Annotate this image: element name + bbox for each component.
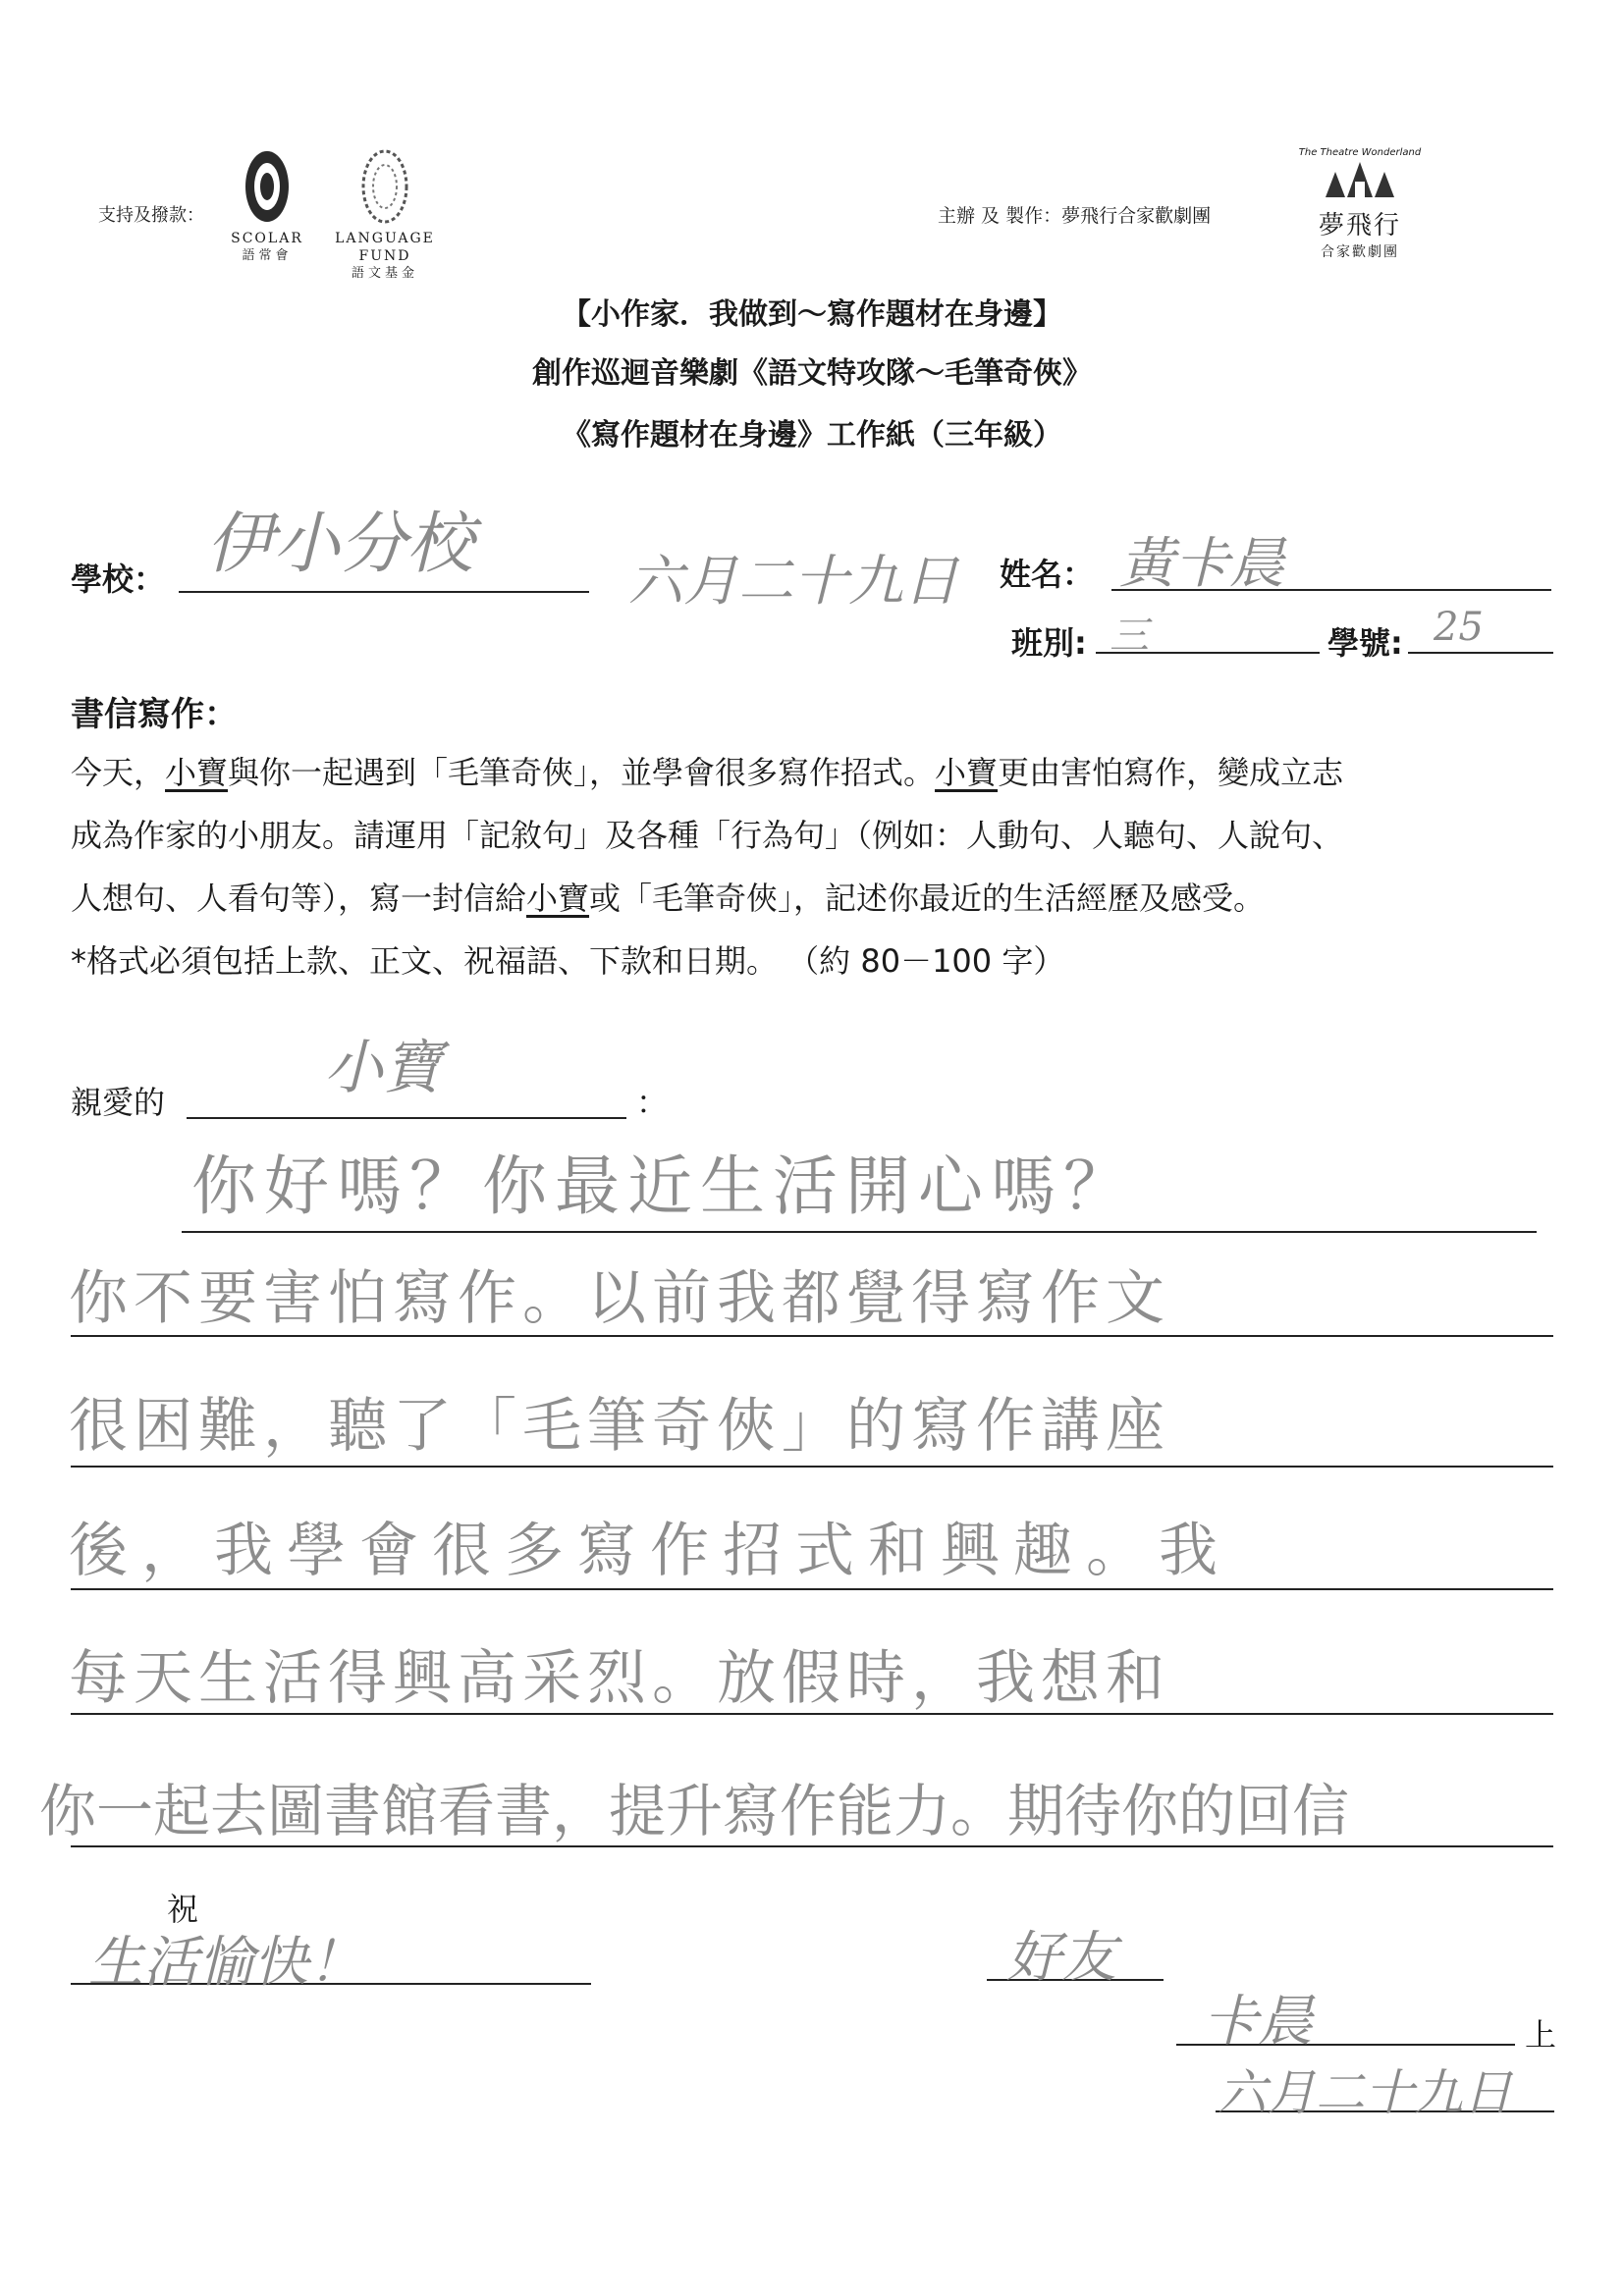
school-label: 學校： [71, 561, 166, 598]
theatre-wonderland-logo [1296, 147, 1424, 261]
musical-title: 創作巡迴音樂劇《語文特攻隊～毛筆奇俠》 [532, 356, 1092, 391]
letter-line-3 [71, 1466, 1553, 1468]
theatre-name-en: The Theatre Wonderland [1298, 147, 1422, 158]
date-top-value: 六月二十九日 [628, 550, 958, 614]
instruction-text: 更由害怕寫作，變成立志 [998, 754, 1344, 791]
salutation-line [187, 1117, 626, 1119]
language-fund-emblem-icon [355, 147, 414, 226]
instruction-text: 人想句、人看句等），寫一封信給 [71, 880, 527, 917]
name-value: 黃卡晨 [1119, 532, 1284, 596]
worksheet-series-title: 【小作家．我做到～寫作題材在身邊】 [562, 297, 1062, 332]
letter-body-line-2: 你不要害怕寫作。以前我都覺得寫作文 [69, 1264, 1170, 1333]
name-label: 姓名： [1000, 556, 1095, 593]
scolar-emblem-icon [238, 147, 297, 226]
letter-date-value: 六月二十九日 [1218, 2064, 1512, 2121]
section-title: 書信寫作： [71, 695, 238, 734]
blessing-value: 生活愉快！ [88, 1931, 363, 1995]
scolar-logo [218, 147, 316, 265]
instruction-line-2: 成為作家的小朋友。請運用「記敘句」及各種「行為句」（例如：人動句、人聽句、人說句、 [71, 817, 1344, 854]
number-label: 學號: [1327, 624, 1403, 662]
letter-line-4 [71, 1588, 1553, 1590]
language-fund-caption-zh: 語文基金 [351, 266, 418, 281]
number-line [1408, 652, 1553, 654]
salutation-label: 親愛的 [71, 1084, 166, 1121]
support-label: 支持及撥款： [98, 205, 204, 226]
instruction-text: 與你一起遇到「毛筆奇俠」，並學會很多寫作招式。 [228, 754, 936, 791]
theatre-castle-icon [1316, 158, 1404, 201]
number-value: 25 [1434, 605, 1484, 650]
class-value: 三 [1110, 614, 1149, 659]
organizer-label: 主辦 及 製作：夢飛行合家歡劇團 [938, 205, 1212, 227]
scolar-caption-zh: 語常會 [242, 248, 293, 263]
school-value: 伊小分校 [206, 506, 474, 583]
friend-value: 好友 [1006, 1926, 1116, 1990]
class-label: 班別: [1011, 624, 1087, 662]
theatre-name-zh-sub: 合家歡劇團 [1321, 244, 1399, 260]
letter-body-line-1: 你好嗎？你最近生活開心嗎？ [191, 1148, 1136, 1224]
letter-line-1 [182, 1231, 1537, 1233]
instruction-text: 或「毛筆奇俠」，記述你最近的生活經歷及感受。 [589, 880, 1266, 917]
salutation-value: 小寶 [324, 1034, 442, 1102]
school-line [179, 591, 589, 593]
salutation-colon: ： [636, 1084, 669, 1121]
blessing-label: 祝 [167, 1891, 199, 1928]
instructions-paragraph [71, 741, 1563, 992]
letter-body-line-5: 每天生活得興高采烈。放假時，我想和 [69, 1644, 1170, 1713]
instruction-text: 今天， [71, 754, 166, 791]
instruction-line-1 [71, 741, 1563, 804]
instruction-line-3 [71, 867, 1563, 930]
instruction-name-underlined: 小寶 [935, 754, 999, 791]
instruction-line-4: *格式必須包括上款、正文、祝福語、下款和日期。 （約 80－100 字） [71, 942, 1065, 980]
letter-body-line-6: 你一起去圖書館看書，提升寫作能力。期待你的回信 [39, 1778, 1350, 1844]
letter-body-line-4: 後，我學會很多寫作招式和興趣。我 [69, 1517, 1231, 1585]
language-fund-caption-en: LANGUAGE FUND [335, 231, 435, 264]
scolar-caption-en: SCOLAR [231, 231, 303, 246]
instruction-name-underlined: 小寶 [165, 754, 229, 791]
instruction-name-underlined: 小寶 [526, 880, 590, 917]
worksheet-title: 《寫作題材在身邊》工作紙（三年級） [562, 418, 1062, 453]
letter-body-line-3: 很困難，聽了「毛筆奇俠」的寫作講座 [69, 1392, 1170, 1461]
signature-suffix: 上 [1525, 2016, 1557, 2054]
language-fund-logo [316, 147, 454, 283]
signature-value: 卡晨 [1203, 1990, 1313, 2054]
theatre-name-zh: 夢飛行 [1318, 211, 1401, 240]
